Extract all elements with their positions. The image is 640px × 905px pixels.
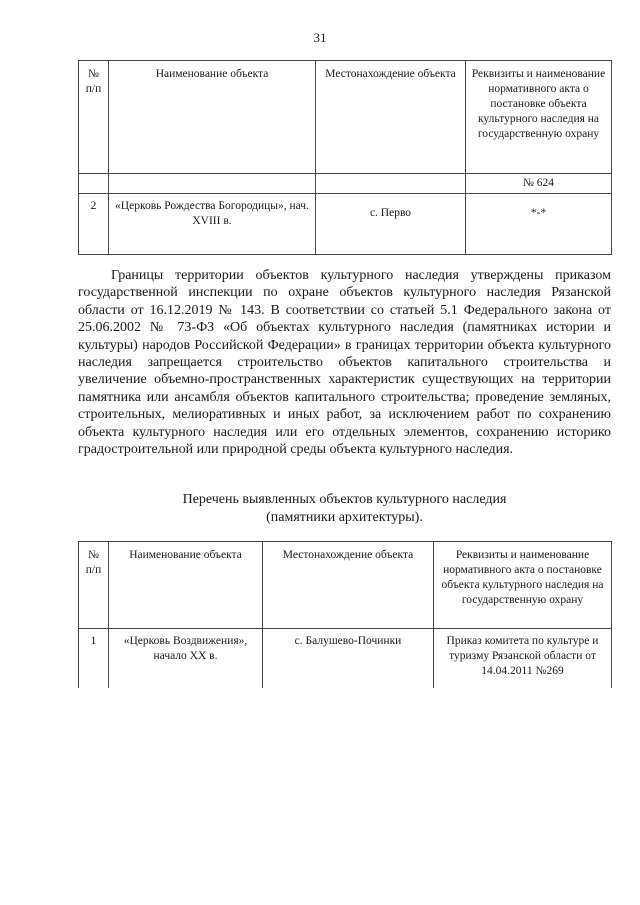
page-number: 31 <box>313 30 327 45</box>
object-location: с. Балушево-Починки <box>263 629 434 689</box>
col-header-object-name: Наименование объекта <box>109 61 316 174</box>
body-paragraph: Границы территории объектов культурного наследия утверждены приказом государственной инспекции по охране объектов культурного наследия Рязанской области от 16.12.2019 № 143. В соответствии со статьей 5.1 Федерального закона от 25.06.2002 № 73-ФЗ «Об объектах культурного наследия (памятниках истории и культуры) народов Российской Федерации» в границах территории объекта культурного наследия запрещается строительство объектов капитального строительства и увеличение объемно-пространственных характеристик существующих на территории памятника или ансамбля объектов капитального строительства; проведение земляных, строительных, мелиоративных и иных работ, за исключением работ по сохранению объекта культурного наследия или его отдельных элементов, сохранению историко градостроительной или природной среды объекта культурного наследия. <box>78 268 611 458</box>
table-row-continuation <box>79 174 612 194</box>
col-header-number: № п/п <box>79 61 109 174</box>
object-name: «Церковь Воздвижения», начало XX в. <box>109 629 263 689</box>
object-legal-act: Приказ комитета по культуре и туризму Рязанской области от 14.04.2011 №269 <box>434 629 612 689</box>
table-cell <box>79 174 109 194</box>
col-header-object-name: Наименование объекта <box>109 542 263 629</box>
table-row <box>79 629 612 689</box>
table-row <box>79 194 612 255</box>
table-cell <box>109 174 316 194</box>
table-cell: № 624 <box>466 174 612 194</box>
row-number: 2 <box>79 194 109 255</box>
col-header-number: № п/п <box>79 542 109 629</box>
col-header-location: Местонахождение объекта <box>263 542 434 629</box>
table-cell <box>316 174 466 194</box>
col-header-legal-act: Реквизиты и наименование нормативного акта о постановке объекта культурного наследия на государственную охрану <box>466 61 612 174</box>
section-heading <box>78 491 611 527</box>
object-legal-act: *-* <box>466 194 612 255</box>
heritage-objects-table-continued <box>78 60 612 255</box>
col-header-location: Местонахождение объекта <box>316 61 466 174</box>
table-header-row <box>79 61 612 174</box>
table-header-row <box>79 542 612 629</box>
object-location: с. Перво <box>316 194 466 255</box>
col-header-legal-act: Реквизиты и наименование нормативного акта о постановке объекта культурного наследия на государственную охрану <box>434 542 612 629</box>
row-number: 1 <box>79 629 109 689</box>
section-heading-line: Перечень выявленных объектов культурного наследия <box>182 492 507 507</box>
section-heading-line: (памятники архитектуры). <box>266 510 423 525</box>
identified-objects-table <box>78 541 612 688</box>
object-name: «Церковь Рождества Богородицы», нач. XVIII в. <box>109 194 316 255</box>
